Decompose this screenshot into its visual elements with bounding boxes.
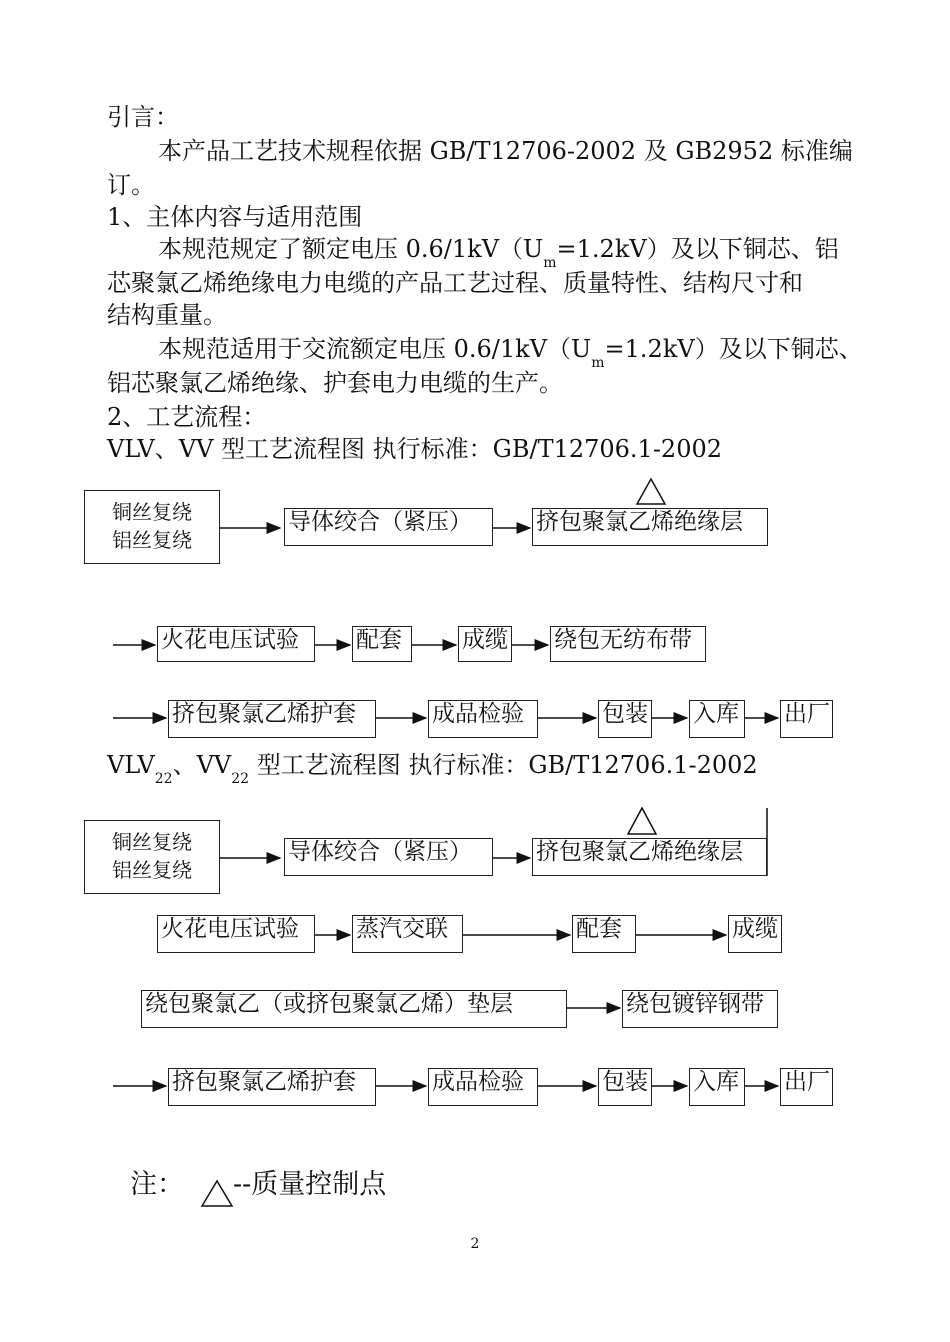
flow2-cabling: 成缆: [728, 915, 782, 953]
flow1-conductor-stranding: 导体绞合（紧压）: [284, 508, 493, 546]
flow1-cabling: 成缆: [458, 626, 512, 662]
quality-triangle-icon: [637, 479, 665, 504]
flow2-matching: 配套: [572, 915, 636, 953]
quality-triangle-icon: [202, 1181, 232, 1206]
flow1-packaging: 包装: [598, 700, 652, 738]
flow2-extrude-insulation: 挤包聚氯乙烯绝缘层: [532, 838, 767, 876]
flow1-matching: 配套: [352, 626, 412, 662]
intro-para-line2: 订。: [107, 171, 155, 199]
flow2-title: $VLV_{22}$、$VV_{22}$ 型工艺流程图 执行标准：GB/T12706.1-2002: [107, 751, 758, 787]
quality-triangle-icon: [628, 808, 656, 834]
flow2-bedding-layer: 绕包聚氯乙（或挤包聚氯乙烯）垫层: [141, 990, 567, 1028]
flow2-copper-rewind: 铜丝复绕: [112, 830, 192, 854]
section1-p1-line1: 本规范规定了额定电压 $0.6/1kV(U_m=1.2kV)$及以下铜芯、铝: [158, 235, 839, 271]
flow1-aluminum-rewind: 铝丝复绕: [112, 528, 192, 552]
section1-p2-line1: 本规范适用于交流额定电压 $0.6/1kV(U_m=1.2kV)$及以下铜芯、: [158, 335, 863, 371]
flow1-spark-test: 火花电压试验: [157, 626, 315, 662]
flow1-extrude-sheath: 挤包聚氯乙烯护套: [168, 700, 376, 738]
flow2-packaging: 包装: [598, 1068, 652, 1106]
note-text: --质量控制点: [233, 1169, 387, 1200]
flow1-nonwoven-wrap: 绕包无纺布带: [550, 626, 706, 662]
section1-p2-line2: 铝芯聚氯乙烯绝缘、护套电力电缆的生产。: [107, 369, 563, 397]
flow2-warehousing: 入库: [689, 1068, 745, 1106]
section2-heading: 2、工艺流程：: [107, 403, 267, 431]
flow2-final-inspection: 成品检验: [428, 1068, 538, 1106]
flow2-aluminum-rewind: 铝丝复绕: [112, 858, 192, 882]
flow2-steam-crosslinking: 蒸汽交联: [352, 915, 463, 953]
flow1-copper-rewind: 铜丝复绕: [112, 500, 192, 524]
flow1-warehousing: 入库: [689, 700, 745, 738]
section1-p1-line3: 结构重量。: [107, 301, 227, 329]
section1-p1-line2: 芯聚氯乙烯绝缘电力电缆的产品工艺过程、质量特性、结构尺寸和: [107, 269, 803, 297]
flow1-title: VLV、VV 型工艺流程图 执行标准：GB/T12706.1-2002: [107, 435, 723, 463]
section1-heading: 1、主体内容与适用范围: [107, 203, 363, 231]
flow2-extrude-sheath: 挤包聚氯乙烯护套: [168, 1068, 376, 1106]
flow2-steel-tape-armour: 绕包镀锌钢带: [622, 990, 778, 1028]
flow1-dispatch: 出厂: [780, 700, 833, 738]
flow2-dispatch: 出厂: [780, 1068, 833, 1106]
flow2-conductor-stranding: 导体绞合（紧压）: [284, 838, 493, 876]
flow1-final-inspection: 成品检验: [428, 700, 538, 738]
flow1-extrude-insulation: 挤包聚氯乙烯绝缘层: [532, 508, 768, 546]
flow2-wire-rewind-box: [84, 820, 220, 894]
flow1-wire-rewind-box: [84, 490, 220, 564]
flow2-spark-test: 火花电压试验: [157, 915, 315, 953]
note-label: 注：: [130, 1169, 184, 1200]
intro-para-line1: 本产品工艺技术规程依据 GB/T12706-2002 及 GB2952 标准编: [158, 137, 853, 165]
page-number: 2: [470, 1236, 480, 1252]
intro-heading: 引言：: [107, 103, 179, 131]
